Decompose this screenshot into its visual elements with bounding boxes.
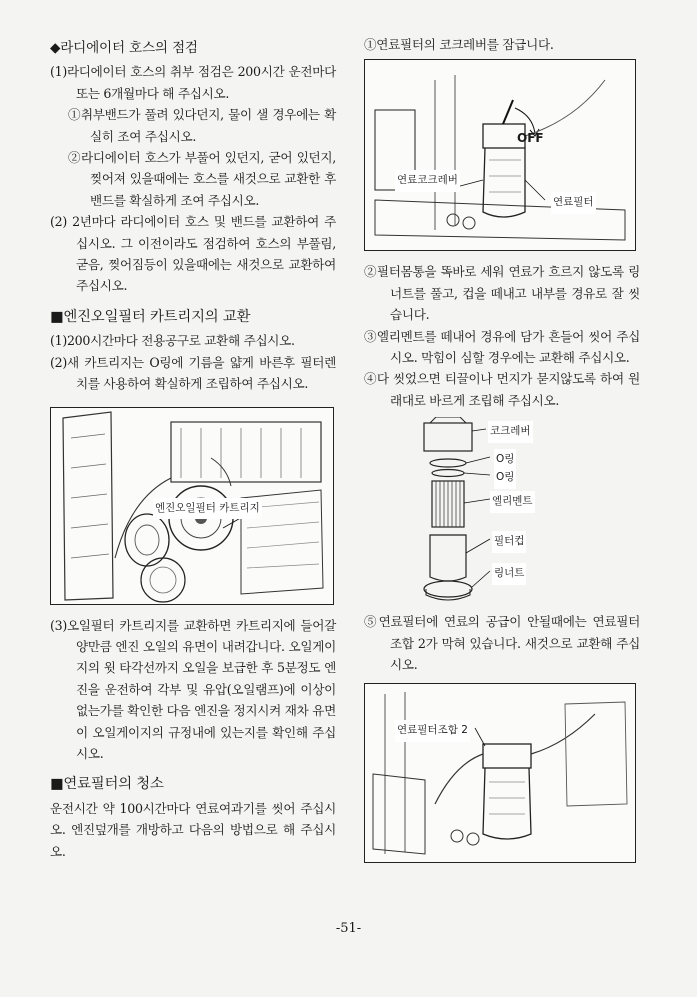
- oil-filter-figure: [50, 407, 334, 605]
- fuel-filter-heading: ■연료필터의 청소: [50, 776, 164, 793]
- fuel-filter-assembly-label: 연료필터조합 2: [395, 720, 470, 741]
- ring-nut-label: 링너트: [492, 563, 526, 584]
- off-label: OFF: [517, 131, 544, 146]
- fuel-filter-label: 연료필터: [551, 192, 596, 213]
- radiator-hose-heading: ◆라디에이터 호스의 점검: [50, 40, 198, 56]
- fuel-cock-figure: [364, 59, 636, 251]
- fuel-filter-assembly-illustration: [365, 684, 635, 862]
- cock-lever-part-label: 코크레버: [488, 421, 533, 442]
- page-number: -51-: [335, 921, 362, 936]
- radiator-hose-para-1: (1)라디에이터 호스의 취부 점검은 200시간 운전마다 또는 6개월마다 해 주십시오.: [50, 64, 336, 101]
- fuel-step-4: ④다 씻었으면 티끌이나 먼지가 묻지않도록 하여 원래대로 바르게 조립해 주십시오.: [364, 371, 640, 408]
- fuel-filter-assembly-figure: [364, 683, 636, 863]
- fuel-step-3: ③엘리멘트를 떼내어 경유에 담가 흔들어 씻어 주십시오. 막힘이 심할 경우에는 교환해 주십시오.: [364, 328, 640, 366]
- fuel-cock-illustration: [365, 60, 635, 250]
- fuel-step-2: ②필터몸통을 똑바로 세워 연료가 흐르지 않도록 링너트를 풀고, 컵을 떼내고 내부를 경유로 잘 씻습니다.: [364, 264, 640, 323]
- fuel-filter-intro: 운전시간 약 100시간마다 연료여과기를 씻어 주십시오. 엔진덮개를 개방하고 다음의 방법으로 해 주십시오.: [50, 800, 336, 859]
- fuel-step-1: ①연료필터의 코크레버를 잠급니다.: [364, 37, 554, 52]
- filter-cup-label: 필터컵: [492, 531, 526, 552]
- oil-filter-para-2: (2)새 카트리지는 O링에 기름을 얇게 바른후 필터렌치를 사용하여 확실하게 조립하여 주십시오.: [50, 354, 336, 392]
- oil-filter-heading: ■엔진오일필터 카트리지의 교환: [50, 308, 251, 325]
- fuel-step-5: ⑤연료필터에 연료의 공급이 안될때에는 연료필터조합 2가 막혀 있습니다. 새것으로 교환해 주십시오.: [364, 614, 640, 673]
- left-column: [50, 34, 336, 862]
- oil-filter-cartridge-label: 엔진오일필터 카트리지: [153, 498, 262, 519]
- radiator-hose-para-2: (2) 2년마다 라디에이터 호스 및 밴드를 교환하여 주십시오. 그 이전이라도 점검하여 호스의 부풀림, 굳음, 찢어짐등이 있을때에는 새것으로 교환하여 주십시오.: [50, 214, 336, 294]
- oil-filter-para-1: (1)200시간마다 전용공구로 교환해 주십시오.: [50, 333, 295, 349]
- filter-parts-diagram: [364, 417, 634, 603]
- oil-filter-para-3: (3)오일필터 카트리지를 교환하면 카트리지에 들어갈 양만큼 엔진 오일의 유면이 내려갑니다. 오일게이지의 윗 타각선까지 오일을 보급한 후 5분정도 엔진을 운전하여 각부 및 유압(오일램프)에 이상이 없는가를 확인한 다음 엔진을 정지시켜 재차 유면이 오일게이지의 규정내에 있는지를 확인해 주십시오.: [50, 617, 336, 761]
- o-ring-2-label: O링: [494, 467, 516, 488]
- right-column: [364, 34, 640, 863]
- o-ring-1-label: O링: [494, 449, 516, 470]
- radiator-hose-para-1b: ②라디에이터 호스가 부풀어 있던지, 굳어 있던지, 찢어져 있을때에는 호스를 새것으로 교환한 후 밴드를 확실하게 조여 주십시오.: [68, 150, 336, 208]
- fuel-cock-lever-label: 연료코크레버: [395, 170, 460, 191]
- radiator-hose-para-1a: ①취부밴드가 풀려 있다던지, 물이 샐 경우에는 확실히 조여 주십시오.: [68, 107, 336, 144]
- element-label: 엘리멘트: [490, 491, 535, 512]
